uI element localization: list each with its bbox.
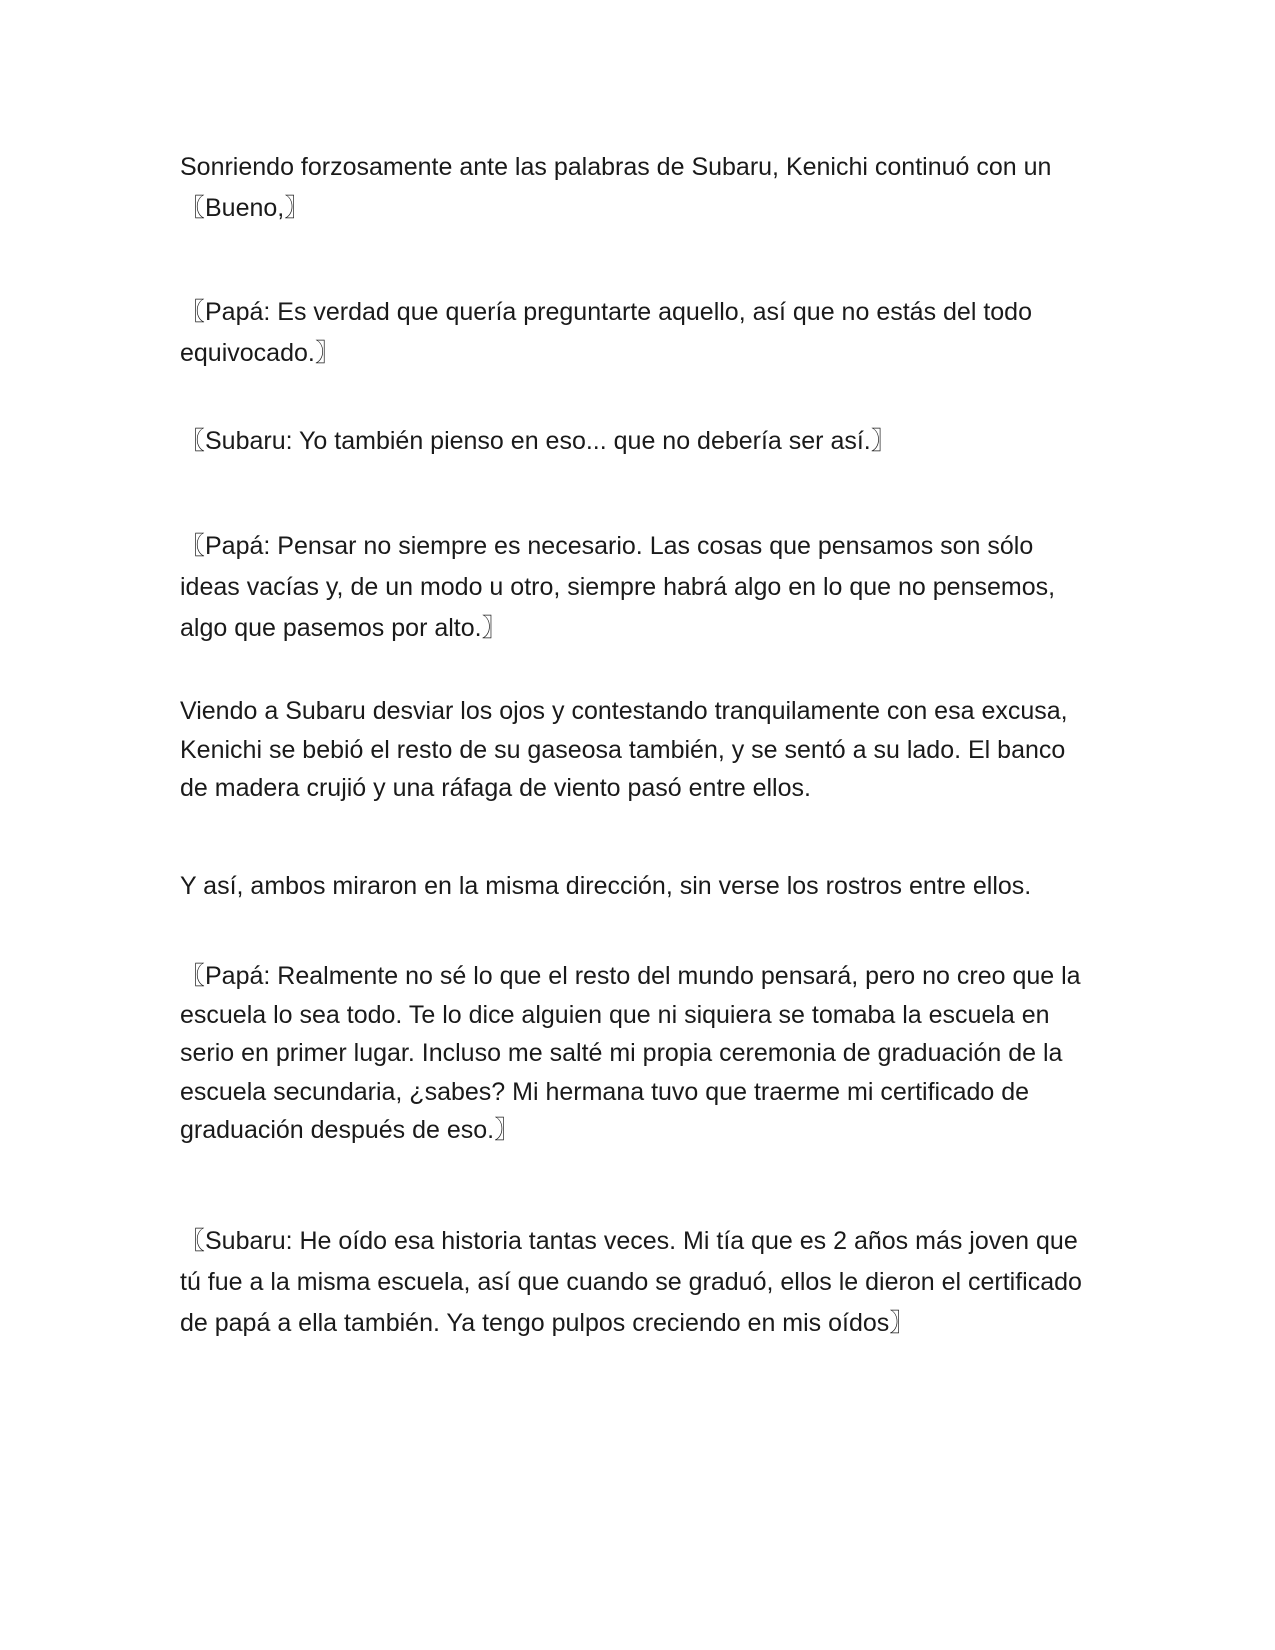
- paragraph-narration-3: Y así, ambos miraron en la misma dirección, sin verse los rostros entre ellos.: [180, 872, 1032, 900]
- paragraph-dialogue-subaru-2: 〖Subaru: He oído esa historia tantas veces. Mi tía que es 2 años más joven que tú fue a la misma escuela, así que cuando se graduó, ellos le dieron el certificado de papá a ella también. Ya tengo pulpos creciendo en mis oídos〗: [180, 1227, 1082, 1337]
- paragraph-dialogue-papa-2: 〖Papá: Pensar no siempre es necesario. Las cosas que pensamos son sólo ideas vacías y, de un modo u otro, siempre habrá algo en lo que no pensemos, algo que pasemos por alto.〗: [180, 532, 1056, 642]
- paragraph-dialogue-subaru-1: 〖Subaru: Yo también pienso en eso... que no debería ser así.〗: [180, 427, 896, 455]
- paragraph-narration-1: Sonriendo forzosamente ante las palabras de Subaru, Kenichi continuó con un 〖Bueno,〗: [180, 153, 1052, 222]
- paragraph-dialogue-papa-1: 〖Papá: Es verdad que quería preguntarte aquello, así que no estás del todo equivocado.〗: [180, 298, 1032, 367]
- paragraph-dialogue-papa-3: 〖Papá: Realmente no sé lo que el resto del mundo pensará, pero no creo que la escuela lo sea todo. Te lo dice alguien que ni siquiera se tomaba la escuela en serio en primer lugar. Incluso me salté mi propia ceremonia de graduación de la escuela secundaria, ¿sabes? Mi hermana tuvo que traerme mi certificado de graduación después de eso.〗: [180, 962, 1081, 1144]
- paragraph-narration-2: Viendo a Subaru desviar los ojos y contestando tranquilamente con esa excusa, Kenichi se bebió el resto de su gaseosa también, y se sentó a su lado. El banco de madera crujió y una ráfaga de viento pasó entre ellos.: [180, 697, 1068, 802]
